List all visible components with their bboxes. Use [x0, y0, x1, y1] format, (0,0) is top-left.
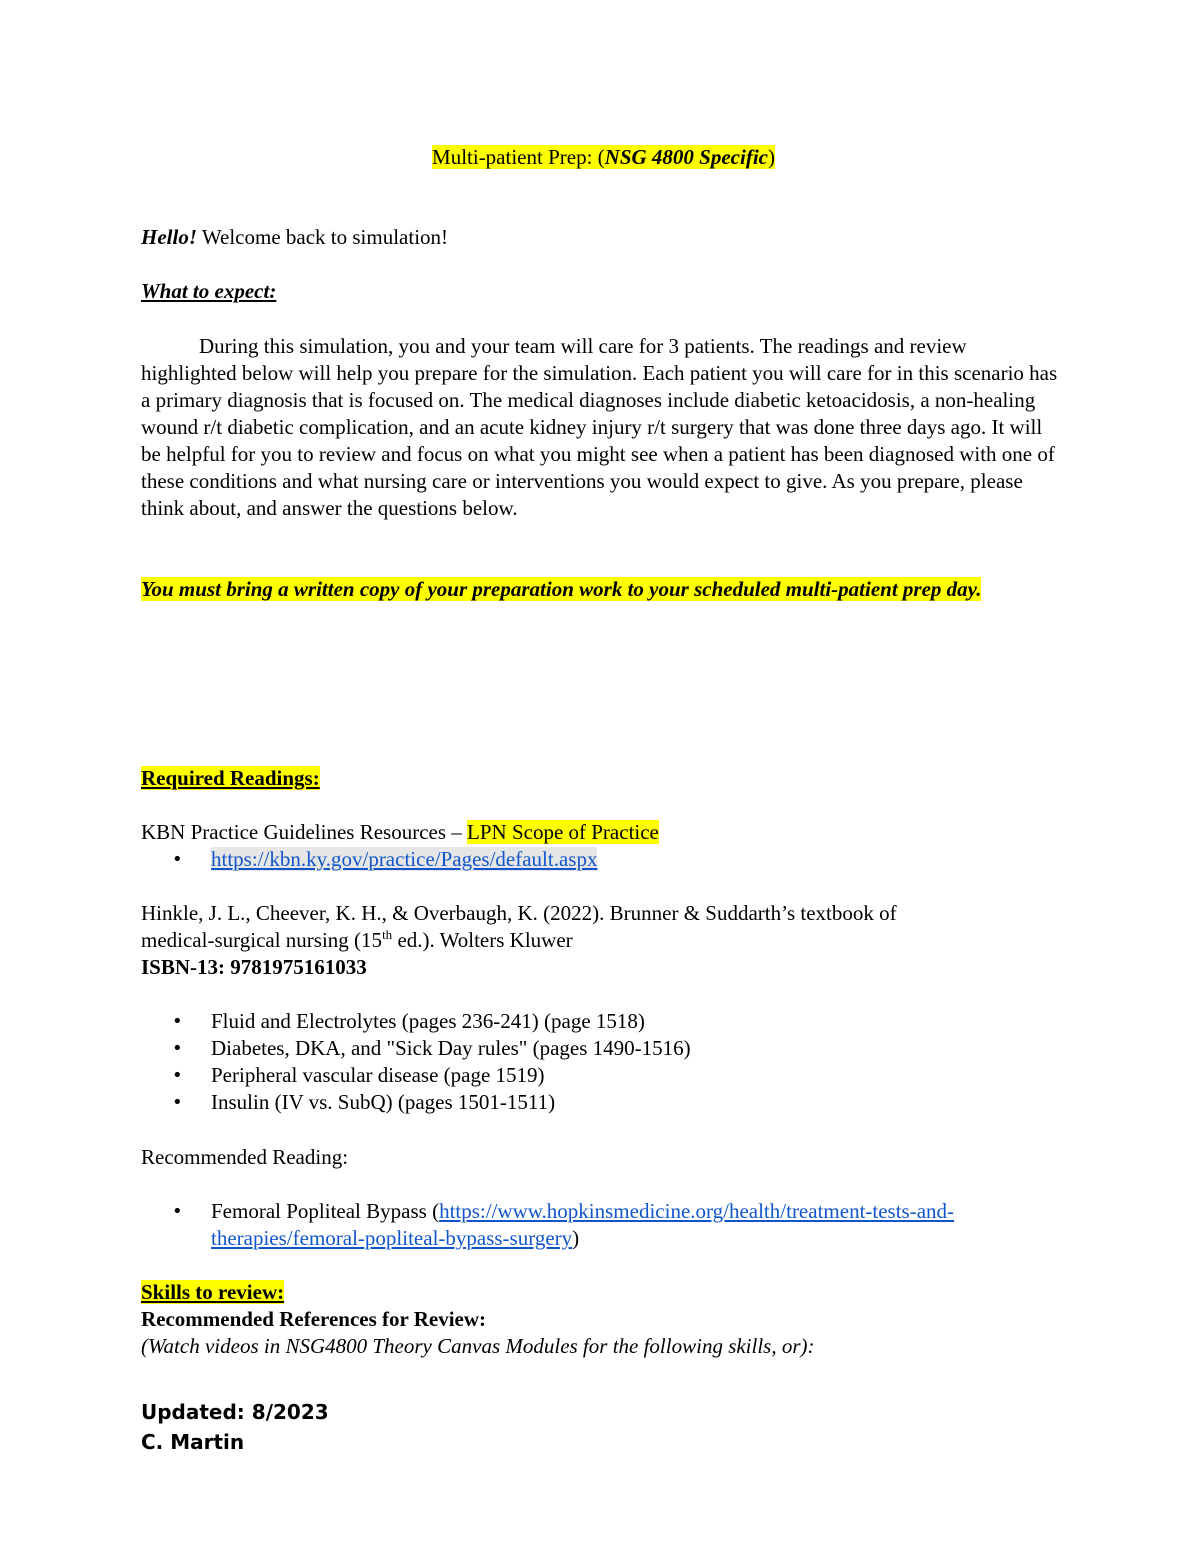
list-item [141, 1198, 1066, 1252]
page-title [141, 144, 1066, 171]
title-course: NSG 4800 Specific [604, 145, 768, 169]
author: C. Martin [141, 1430, 245, 1454]
expect-heading: What to expect: [141, 279, 277, 303]
citation-line-1: Hinkle, J. L., Cheever, K. H., & Overbaugh, K. (2022). Brunner & Suddarth’s textbook of [141, 901, 897, 925]
recommended-list [141, 1198, 1066, 1252]
greeting-hello: Hello! [141, 225, 197, 249]
bypass-close: ) [572, 1226, 580, 1250]
kbn-label: KBN Practice Guidelines Resources – [141, 820, 468, 844]
greeting [141, 224, 1066, 251]
must-bring-note [141, 576, 1066, 603]
list-item: • Fluid and Electrolytes (pages 236-241) (page 1518) [141, 1008, 1066, 1035]
list-item: • Peripheral vascular disease (page 1519) [141, 1062, 1066, 1089]
title-suffix: ) [767, 145, 775, 169]
references-heading: Recommended References for Review: [141, 1307, 487, 1331]
list-item [141, 846, 1066, 873]
citation [141, 900, 1066, 981]
bypass-label: Femoral Popliteal Bypass ( [211, 1199, 440, 1223]
videos-note: (Watch videos in NSG4800 Theory Canvas Modules for the following skills, or): [141, 1334, 815, 1358]
title-prefix: Multi-patient Prep: ( [432, 145, 605, 169]
citation-title: medical-surgical nursing (15 [141, 928, 383, 952]
kbn-practice-link[interactable]: https://kbn.ky.gov/practice/Pages/default.aspx [211, 847, 598, 871]
recommended-heading: Recommended Reading: [141, 1145, 349, 1169]
citation-publisher: ed.). Wolters Kluwer [392, 928, 573, 952]
required-heading-text: Required Readings: [141, 766, 320, 790]
list-item: • Insulin (IV vs. SubQ) (pages 1501-1511) [141, 1089, 1066, 1116]
kbn-line [141, 819, 1066, 846]
expect-paragraph: During this simulation, you and your team will care for 3 patients. The readings and review highlighted below will help you prepare for the simulation. Each patient you will care for in this scenario has a primary diagnosis that is focused on. The medical diagnoses include diabetic ketoacidosis, a non-healing wound r/t diabetic complication, and an acute kidney injury r/t surgery that was done three days ago. It will be helpful for you to review and focus on what you might see when a patient has been diagnosed with one of these conditions and what nursing care or interventions you would expect to give. As you prepare, please think about, and answer the questions below. [141, 334, 1058, 520]
required-heading [141, 765, 1066, 792]
hopkins-link-continued[interactable]: therapies/femoral-popliteal-bypass-surgery [211, 1226, 573, 1250]
edition-superscript: th [382, 927, 393, 942]
skills-heading [141, 1279, 1066, 1306]
readings-list [141, 1008, 1066, 1116]
greeting-welcome: Welcome back to simulation! [197, 225, 449, 249]
isbn: ISBN-13: 9781975161033 [141, 955, 367, 979]
citation-line-2 [141, 927, 1066, 954]
title-highlight [432, 145, 775, 169]
list-item: • Diabetes, DKA, and "Sick Day rules" (pages 1490-1516) [141, 1035, 1066, 1062]
kbn-link-list [141, 846, 1066, 873]
hopkins-link[interactable]: https://www.hopkinsmedicine.org/health/treatment-tests-and- [439, 1199, 955, 1223]
lpn-scope-highlight: LPN Scope of Practice [467, 820, 659, 844]
must-bring-text: You must bring a written copy of your preparation work to your scheduled multi-patient prep day. [141, 577, 982, 601]
updated-date: Updated: 8/2023 [141, 1400, 329, 1424]
skills-heading-text: Skills to review: [141, 1280, 285, 1304]
